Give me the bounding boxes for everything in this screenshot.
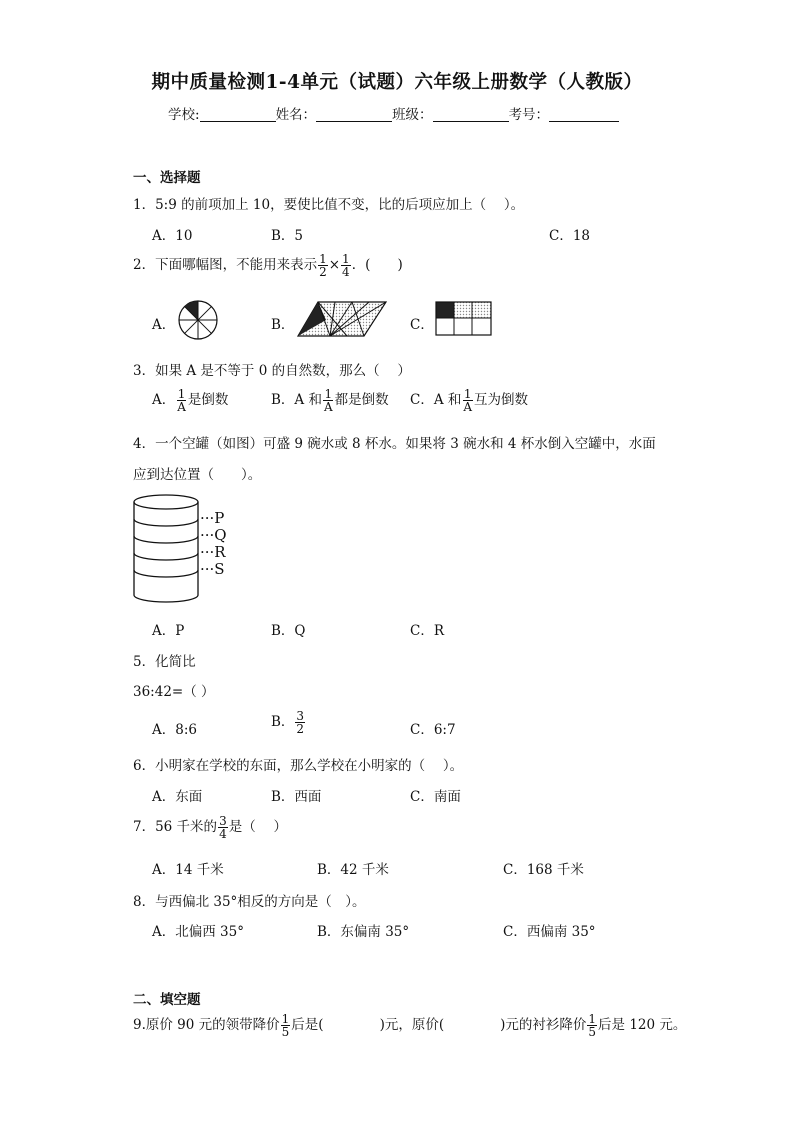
question-1: 1．5:9 的前项加上 10，要使比值不变，比的后项应加上（ ）。	[133, 197, 525, 213]
level-r-label: ···R	[200, 543, 226, 561]
q3-a-fraction: $\frac{1}{A}$	[177, 387, 186, 414]
class-blank	[433, 107, 509, 122]
question-4-line-1: 4．一个空罐（如图）可盛 9 碗水或 8 杯水。如果将 3 碗水和 4 杯水倒入空罐中，水面	[133, 436, 656, 452]
q1-option-a[interactable]: A．10	[152, 228, 193, 244]
q7-option-a[interactable]: A．14 千米	[152, 862, 224, 878]
q2-suffix: ．( )	[351, 257, 403, 273]
q2-option-a[interactable]: A．	[152, 317, 176, 333]
page-title: 期中质量检测1-4单元（试题）六年级上册数学（人教版）	[151, 72, 643, 93]
q3-option-c[interactable]: C．A 和 $\frac{1}{A}$ 互为倒数	[410, 387, 529, 414]
student-info-line	[168, 103, 619, 123]
question-8: 8．与西偏北 35°相反的方向是（ ）。	[133, 894, 366, 910]
q2-fraction-2: $\frac{1}{4}$	[342, 252, 350, 279]
q2-parallelogram-figure	[296, 300, 388, 338]
section-choice-heading: 一、选择题	[133, 170, 201, 186]
question-5-line-1: 5．化简比	[133, 654, 196, 670]
q5-option-c[interactable]: C．6:7	[410, 722, 456, 738]
question-6: 6．小明家在学校的东面，那么学校在小明家的（ ）。	[133, 758, 464, 774]
q3-c-fraction: $\frac{1}{A}$	[463, 387, 473, 414]
number-label: 考号：	[508, 107, 550, 123]
q4-option-b[interactable]: B．Q	[271, 623, 306, 639]
q7-fraction: $\frac{3}{4}$	[219, 814, 227, 841]
q3-option-b[interactable]: B．A 和 $\frac{1}{A}$ 都是倒数	[271, 387, 389, 414]
question-5-line-2: 36:42=（ ）	[133, 684, 215, 700]
school-label: 学校:	[168, 107, 200, 123]
q1-option-c[interactable]: C．18	[549, 228, 591, 244]
q2-grid-figure	[435, 301, 493, 337]
question-4-line-2: 应到达位置（ ）。	[133, 467, 262, 483]
q2-fraction-1: $\frac{1}{2}$	[319, 252, 327, 279]
q2-option-c[interactable]: C．	[410, 317, 434, 333]
times-sign: ×	[328, 257, 341, 273]
question-2	[133, 253, 403, 278]
q9-fraction-1: $\frac{1}{5}$	[281, 1012, 290, 1039]
q2-text: 2．下面哪幅图，不能用来表示	[133, 257, 318, 273]
q8-option-c[interactable]: C．西偏南 35°	[503, 924, 596, 940]
level-q-label: ···Q	[200, 526, 227, 544]
q9-fraction-2: $\frac{1}{5}$	[588, 1012, 597, 1039]
q6-option-a[interactable]: A．东面	[152, 789, 203, 805]
question-7: 7．56 千米的 $\frac{3}{4}$ 是（ ）	[133, 814, 287, 841]
q4-option-a[interactable]: A．P	[152, 623, 185, 639]
level-p-label: ···P	[200, 509, 225, 527]
q7-option-b[interactable]: B．42 千米	[317, 862, 389, 878]
school-blank	[200, 107, 276, 122]
q6-option-c[interactable]: C．南面	[410, 789, 461, 805]
q1-option-b[interactable]: B．5	[271, 228, 304, 244]
number-blank	[549, 107, 619, 122]
q3-option-a[interactable]: A． $\frac{1}{A}$ 是倒数	[152, 387, 229, 414]
q5-b-fraction: $\frac{3}{2}$	[296, 709, 305, 736]
q8-option-a[interactable]: A．北偏西 35°	[152, 924, 244, 940]
q4-level-labels	[200, 510, 227, 578]
q8-option-b[interactable]: B．东偏南 35°	[317, 924, 410, 940]
q5-option-b[interactable]: B． $\frac{3}{2}$	[271, 709, 305, 736]
q4-can-figure	[132, 493, 202, 605]
class-label: 班级：	[392, 107, 433, 123]
name-label: 姓名：	[275, 107, 317, 123]
name-blank	[316, 107, 392, 122]
q3-b-fraction: $\frac{1}{A}$	[323, 387, 333, 414]
q6-option-b[interactable]: B．西面	[271, 789, 322, 805]
q5-option-a[interactable]: A．8:6	[152, 722, 197, 738]
q4-option-c[interactable]: C．R	[410, 623, 444, 639]
q7-option-c[interactable]: C．168 千米	[503, 862, 584, 878]
question-3: 3．如果 A 是不等于 0 的自然数，那么（ ）	[133, 363, 411, 379]
question-9: 9.原价 90 元的领带降价 $\frac{1}{5}$ 后是( )元，原价( )元的衬衫降价 $\frac{1}{5}$ 后是 120 元。	[133, 1012, 687, 1039]
level-s-label: ···S	[200, 560, 225, 578]
q2-circle-figure	[177, 299, 219, 341]
q2-option-b[interactable]: B．	[271, 317, 295, 333]
section-fill-heading: 二、填空题	[133, 992, 201, 1008]
